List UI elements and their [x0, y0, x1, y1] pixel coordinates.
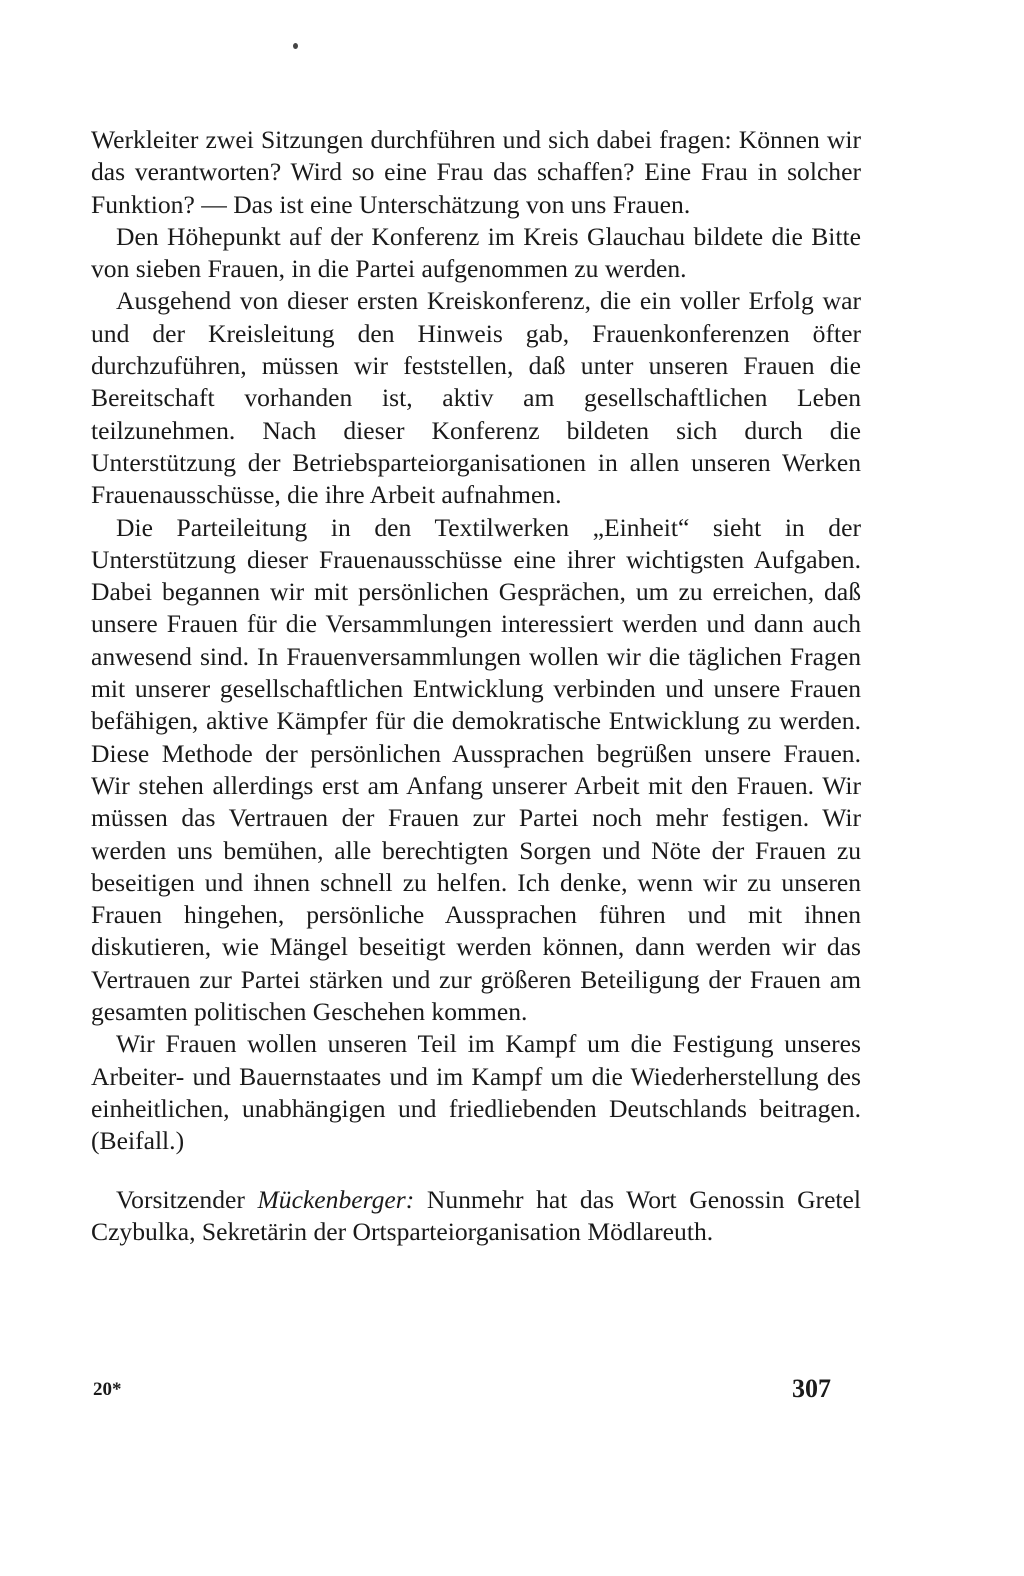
- paragraph-4: Die Parteileitung in den Textilwerken „Einheit“ sieht in der Unterstützung dieser Frauenausschüsse eine ihrer wichtigsten Aufgaben. Dabei begannen wir mit persönlichen Gesprächen, um zu erreichen, daß unsere Frauen für die Versammlungen interessiert werden und dann auch anwesend sind. In Frauenversammlungen wollen wir die täglichen Fragen mit unserer gesellschaftlichen Entwicklung verbinden und unsere Frauen befähigen, aktive Kämpfer für die demokratische Entwicklung zu werden. Diese Methode der persönlichen Aussprachen begrüßen unsere Frauen. Wir stehen allerdings erst am Anfang unserer Arbeit mit den Frauen. Wir müssen das Vertrauen der Frauen zur Partei noch mehr festigen. Wir werden uns bemühen, alle berechtigten Sorgen und Nöte der Frauen zu beseitigen und ihnen schnell zu helfen. Ich denke, wenn wir zu unseren Frauen hingehen, persönliche Aussprachen führen und mit ihnen diskutieren, wie Mängel beseitigt werden können, dann werden wir das Vertrauen zur Partei stärken und zur größeren Beteiligung der Frauen am gesamten politischen Geschehen kommen.: [91, 512, 861, 1027]
- paragraph-5: Wir Frauen wollen unseren Teil im Kampf um die Festigung unseres Arbeiter- und Bauernstaates und im Kampf um die Wiederherstellung des einheitlichen, unabhängigen und friedliebenden Deutschlands beitragen. (Beifall.): [91, 1029, 861, 1156]
- speaker-text: Nunmehr hat das Wort Genossin Gretel Czybulka, Sekretärin der Ortsparteiorganisation Mödlareuth.: [91, 1184, 862, 1246]
- paragraph-2: Den Höhepunkt auf der Konferenz im Kreis Glauchau bildete die Bitte von sieben Frauen, in die Partei aufgenommen zu werden.: [91, 221, 861, 284]
- speaker-paragraph: [91, 1184, 861, 1249]
- paragraph-1: Werkleiter zwei Sitzungen durchführen und sich dabei fragen: Können wir das verantworten? Wird so eine Frau das schaffen? Eine Frau in solcher Funktion? — Das ist eine Unterschätzung von uns Frauen.: [91, 125, 861, 219]
- speaker-name: Mückenberger:: [257, 1184, 415, 1214]
- paragraph-3: Ausgehend von dieser ersten Kreiskonferenz, die ein voller Erfolg war und der Kreisleitung den Hinweis gab, Frauenkonferenzen öfter durchzuführen, müssen wir feststellen, daß unter unseren Frauen die Bereitschaft vorhanden ist, aktiv am gesellschaftlichen Leben teilzunehmen. Nach dieser Konferenz bildeten sich durch die Unterstützung der Betriebsparteiorganisationen in allen unseren Werken Frauenausschüsse, die ihre Arbeit aufnahmen.: [91, 286, 861, 510]
- ink-speck: [293, 43, 298, 49]
- speaker-prefix: Vorsitzender: [116, 1184, 245, 1214]
- body-text: [91, 124, 861, 1248]
- page-number: 307: [792, 1374, 831, 1403]
- signature-mark: 20*: [93, 1379, 122, 1400]
